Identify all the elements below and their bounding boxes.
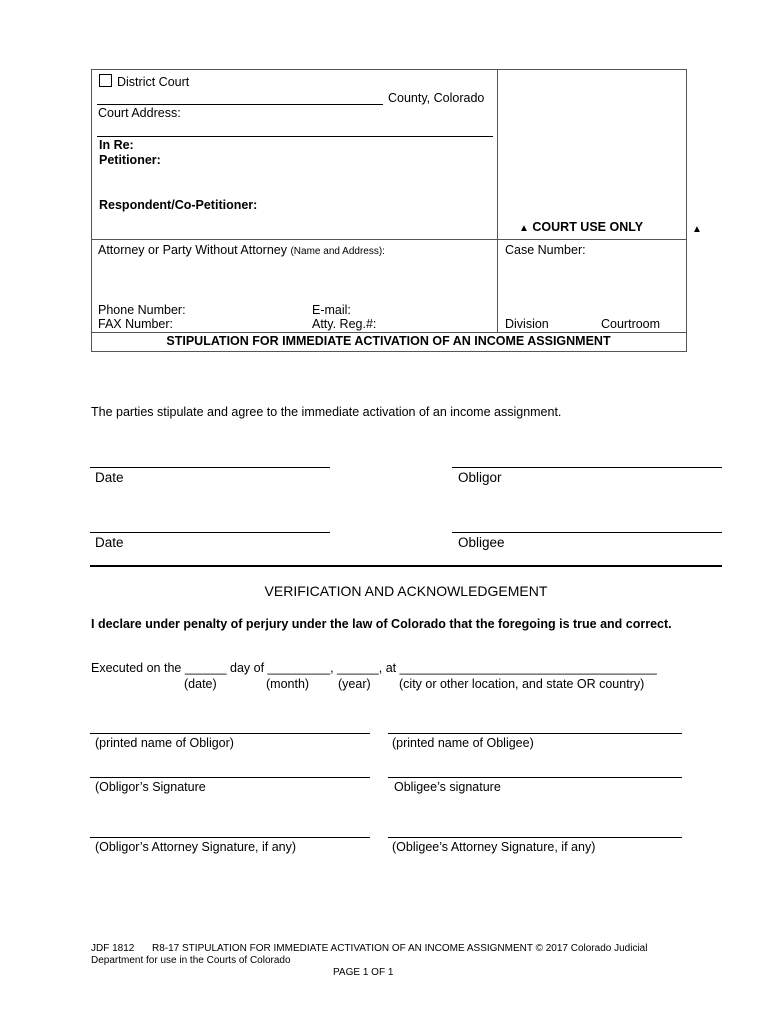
month-hint: (month) <box>266 677 310 691</box>
up-triangle-icon: ▲ <box>519 223 529 234</box>
verification-heading: VERIFICATION AND ACKNOWLEDGEMENT <box>264 583 548 599</box>
section-divider <box>90 565 722 567</box>
division: Division <box>505 317 549 331</box>
attorney-label-text: Attorney or Party Without Attorney <box>98 243 287 257</box>
phone-number: Phone Number: <box>98 303 186 317</box>
obligee-attorney-signature: (Obligee’s Attorney Signature, if any) <box>392 840 596 854</box>
respondent: Respondent/Co-Petitioner: <box>99 198 258 212</box>
obligor-attorney-signature: (Obligor’s Attorney Signature, if any) <box>95 840 297 854</box>
printed-obligee: (printed name of Obligee) <box>392 736 534 750</box>
location-hint: (city or other location, and state OR country) <box>399 677 645 691</box>
district-court-option[interactable] <box>99 74 189 89</box>
obligor-signature: (Obligor’s Signature <box>95 780 206 794</box>
court-address: Court Address: <box>98 106 181 120</box>
year-hint: (year) <box>338 677 371 691</box>
up-triangle-icon: ▲ <box>692 224 702 235</box>
district-court-label: District Court <box>117 75 190 89</box>
footer-text: R8-17 STIPULATION FOR IMMEDIATE ACTIVATION OF AN INCOME ASSIGNMENT © 2017 Colorado Judicial <box>152 943 648 954</box>
obligor-line[interactable] <box>452 467 722 468</box>
printed-obligee-line[interactable] <box>388 733 682 734</box>
date1-label: Date <box>95 470 124 485</box>
obligor-atty-sig-line[interactable] <box>90 837 370 838</box>
county-colorado: County, Colorado <box>388 91 485 105</box>
printed-obligor: (printed name of Obligor) <box>95 736 234 750</box>
footer-text-2: Department for use in the Courts of Colorado <box>91 955 291 966</box>
obligee-sig-line[interactable] <box>388 777 682 778</box>
footer-form-id: JDF 1812 <box>91 943 135 954</box>
checkbox-icon[interactable] <box>99 74 112 87</box>
date2-label: Date <box>95 535 124 550</box>
declaration: I declare under penalty of perjury under the law of Colorado that the foregoing is true and correct. <box>91 617 672 631</box>
obligee-atty-sig-line[interactable] <box>388 837 682 838</box>
obligee-label: Obligee <box>458 535 505 550</box>
caption-title-line <box>91 332 686 333</box>
email: E-mail: <box>312 303 351 317</box>
courtroom: Courtroom <box>601 317 661 331</box>
obligor-sig-line[interactable] <box>90 777 370 778</box>
obligor-label: Obligor <box>458 470 502 485</box>
in-re: In Re: <box>99 138 134 152</box>
caption-mid-line <box>91 239 686 240</box>
page-number: PAGE 1 OF 1 <box>333 967 394 978</box>
date2-line[interactable] <box>90 532 330 533</box>
date-hint: (date) <box>184 677 217 691</box>
atty-reg: Atty. Reg.#: <box>312 317 377 331</box>
form-title: STIPULATION FOR IMMEDIATE ACTIVATION OF AN INCOME ASSIGNMENT <box>166 334 611 348</box>
printed-obligor-line[interactable] <box>90 733 370 734</box>
court-use-only-label: COURT USE ONLY <box>532 220 644 234</box>
petitioner: Petitioner: <box>99 153 161 167</box>
address-line[interactable] <box>97 136 493 137</box>
attorney-label <box>98 243 385 257</box>
obligee-line[interactable] <box>452 532 722 533</box>
obligee-signature: Obligee’s signature <box>394 780 501 794</box>
caption-divider <box>497 69 498 332</box>
county-line[interactable] <box>97 104 383 105</box>
attorney-note: (Name and Address): <box>290 246 385 257</box>
court-use-only <box>519 220 643 234</box>
case-number: Case Number: <box>505 243 586 257</box>
fax-number: FAX Number: <box>98 317 174 331</box>
executed-line[interactable]: Executed on the ______ day of _________, ______, at _____________________________________ <box>91 661 657 675</box>
stipulation-text: The parties stipulate and agree to the immediate activation of an income assignment. <box>91 405 562 419</box>
date1-line[interactable] <box>90 467 330 468</box>
